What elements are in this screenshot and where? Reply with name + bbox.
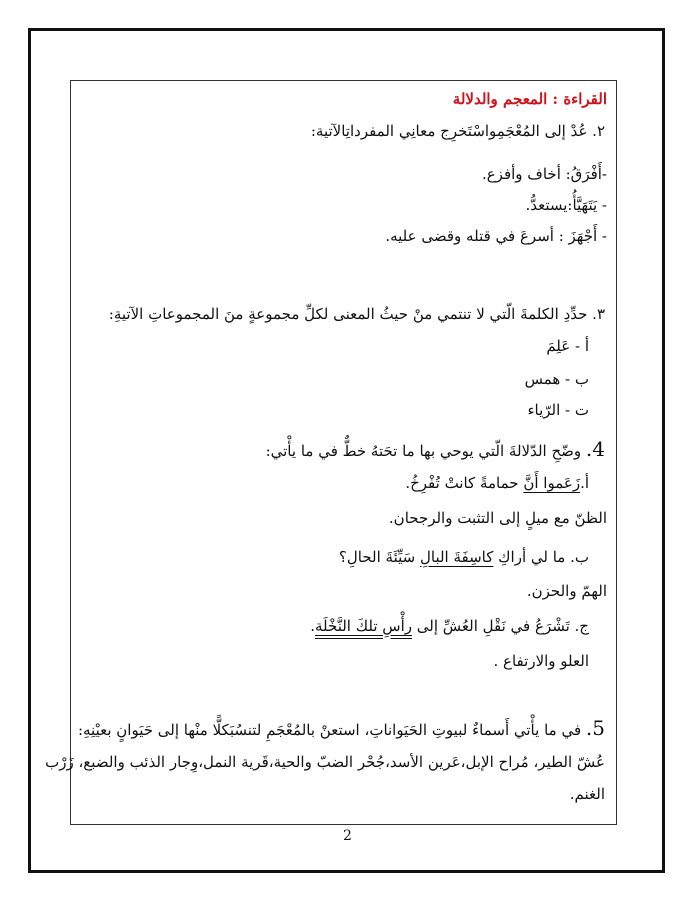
q4-a-suffix: حمامةً كانتْ تُفْرِخُ. xyxy=(405,474,524,492)
q5-prompt-line xyxy=(78,717,605,741)
q5-number: 5. xyxy=(585,716,605,740)
q4-b-suffix: سَيِّئَةَ الحالِ؟ xyxy=(338,548,420,566)
q5-text-line-2: الغنم. xyxy=(569,785,605,803)
q4-item-a xyxy=(405,472,589,494)
q2-item-3: - أَجْهَزَ : أسرعَ في قتله وقضى عليه. xyxy=(385,227,607,245)
q3-prompt: ٣. حدِّدِ الكلمةَ الّتي لا تنتمي منْ حيثُ المعنى لكلِّ مجموعةٍ منَ المجموعاتِ الآتيةِ: xyxy=(108,305,605,323)
q4-item-b xyxy=(339,546,589,568)
q4-number: 4. xyxy=(585,437,605,461)
q3-item-a: أ - عَلِمَ xyxy=(546,337,589,355)
q4-prompt: وضّحِ الدّلالةَ الّتي يوحي بها ما تحَتهُ خطٌّ في ما يأْتي: xyxy=(265,442,582,460)
q4-b-underlined: كاسِفَةَ البالِ xyxy=(419,548,494,566)
q4-a-answer: الظنّ مع ميلٍ إلى التثبت والرجحان. xyxy=(388,509,607,527)
q4-c-prefix: ج. تَشْرَعُ في نَقْلِ العُشِّ إلى xyxy=(412,617,589,635)
q2-prompt: ٢. عُدْ إلى المُعْجَمِواسْتَخرِج معانِي المفرداتِالآتية: xyxy=(310,122,605,140)
q5-text-line-1: عُشّ الطير، مُراح الإبل،عَرين الأسد،جُحْر الضبّ والحية،قَرية النمل،وِجار الذئب والضبع، زَرْب xyxy=(45,753,605,771)
q4-a-underlined: زَعَموا أَنَّ xyxy=(523,474,581,492)
page-number: 2 xyxy=(343,828,352,844)
q4-c-underlined: رأْسِ تلكَ النَّخْلَة xyxy=(315,617,413,635)
q2-item-1: -أَفْرَقُ: أخاف وأفزع. xyxy=(481,165,607,183)
q4-a-prefix: أ. xyxy=(580,474,589,492)
q4-c-suffix: . xyxy=(310,617,316,635)
q3-item-c: ت - الرّياء xyxy=(527,401,589,419)
q3-item-b: ب - همس xyxy=(524,370,589,388)
q4-b-prefix: ب. ما لي أراكِ xyxy=(493,548,589,566)
q2-item-2: - يَتَهَيَّأُ:يستعدُّ. xyxy=(525,196,607,214)
q4-b-answer: الهمّ والحزن. xyxy=(526,582,607,600)
q5-prompt: في ما يأْتي أَسماءٌ لبيوتِ الحَيَواناتِ، استعنْ بالمُعْجَمِ لتنسُبَكلًّا منْها إلى حَيَوانٍ بعيْنِهِ: xyxy=(77,721,582,739)
section-title: القراءة : المعجم والدلالة xyxy=(452,90,607,108)
q4-prompt-line xyxy=(266,438,605,462)
q4-item-c xyxy=(310,615,589,637)
q4-c-answer: العلو والارتفاع . xyxy=(493,652,589,670)
